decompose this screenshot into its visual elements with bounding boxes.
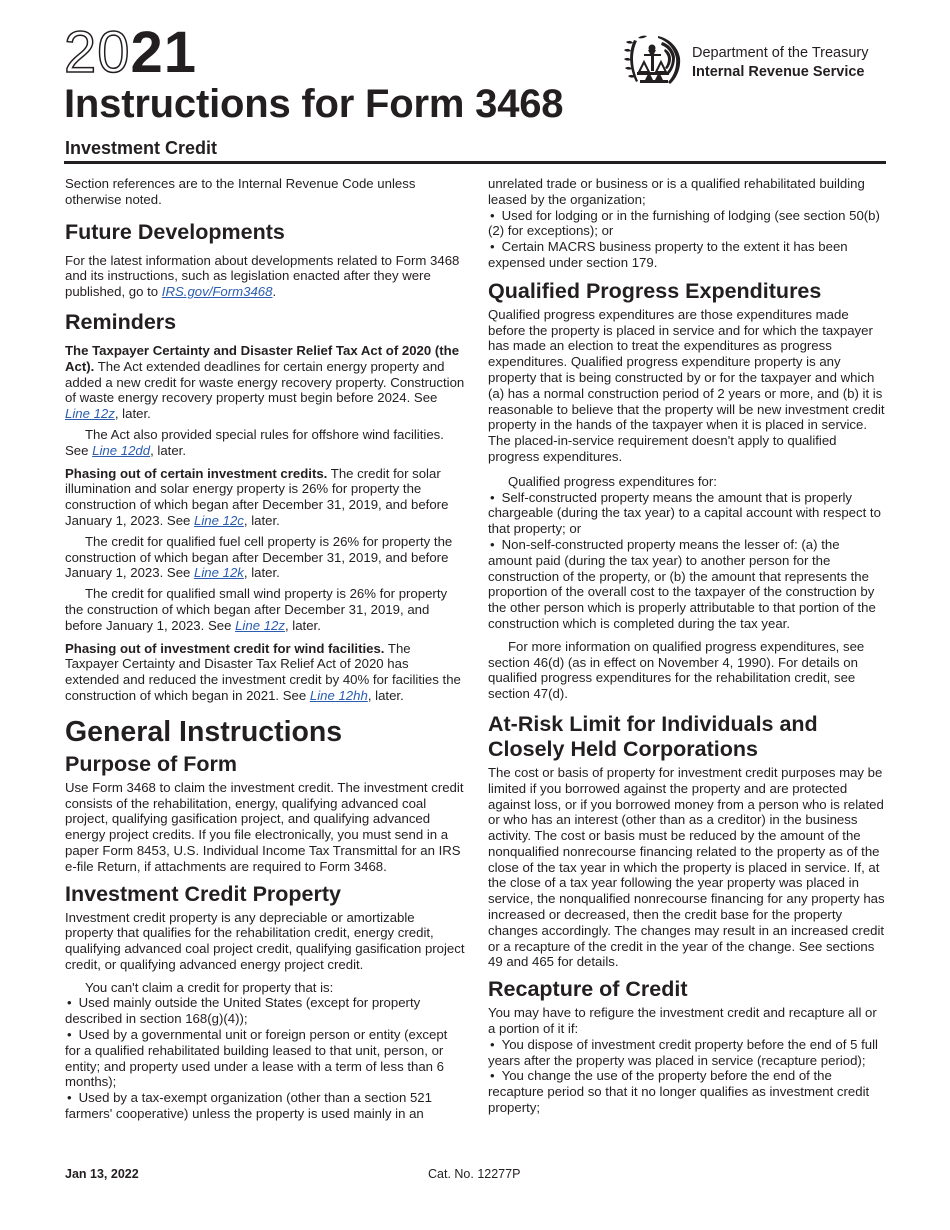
heading-qualified-progress-expenditures: Qualified Progress Expenditures bbox=[488, 278, 822, 303]
service-name: Internal Revenue Service bbox=[692, 63, 865, 80]
list-item: • Self-constructed property means the amount that is properly chargeable (during the tax year) to a capital account with respect to that property; or bbox=[488, 490, 886, 537]
right-column bbox=[488, 176, 886, 1116]
page-subtitle: Investment Credit bbox=[65, 138, 218, 158]
footer-date: Jan 13, 2022 bbox=[65, 1167, 139, 1181]
footer-catalog-number: Cat. No. 12277P bbox=[428, 1167, 521, 1181]
heading-purpose-of-form: Purpose of Form bbox=[65, 751, 238, 776]
reminder-phasing-certain: Phasing out of certain investment credits. The credit for solar illumination and solar energy property is 26% for property the construction of which began after December 31, 2019, and before January 1, 2023. See Line 12c, later. bbox=[65, 465, 449, 528]
future-developments-text: For the latest information about developments related to Form 3468 and its instructions, such as legislation enacted after they were published, go to IRS.gov/Form3468. bbox=[65, 252, 460, 300]
link-line-12k[interactable]: Line 12k bbox=[194, 565, 244, 581]
left-column bbox=[65, 176, 465, 1122]
reminder-taxpayer-certainty: The Taxpayer Certainty and Disaster Relief Tax Act of 2020 (the Act). The Act extended deadlines for certain energy property and added a new credit for waste energy recovery property. Construction of waste energy recovery property must begin before 2024. See Line 12z, later. bbox=[65, 342, 465, 422]
at-risk-text: The cost or basis of property for investment credit purposes may be limited if you borrowed against the property and are protected against loss, or if you borrowed money from a person who is related or who has an interest (other than as a creditor) in the business activity. The cost or basis must be reduced by the amount of the nonqualified nonrecourse financing related to the property as of the close of the tax year in which the property is placed in service. If, at the close of a tax year following the year property was placed in service, the nonqualified nonrecourse financing for any property has increased or decreased, then the credit base for the property changes accordingly. The changes may result in an increased credit or a recapture of the credit in the year of the change. See sections 49 and 465 for details. bbox=[488, 764, 885, 970]
department-name: Department of the Treasury bbox=[692, 44, 869, 61]
heading-investment-credit-property: Investment Credit Property bbox=[65, 881, 341, 906]
link-line-12dd[interactable]: Line 12dd bbox=[92, 442, 151, 458]
list-item: • Used for lodging or in the furnishing of lodging (see section 50(b)(2) for exceptions); or bbox=[488, 208, 886, 240]
qpe-text: Qualified progress expenditures are those expenditures made before the property is placed in service and for which the taxpayer has made an election to treat the expenditures as progress expenditures. Qualified progress expenditure property is any property that is being constructed by or for the taxpayer and which (a) has a normal construction period of 2 years or more, and (b) it is reasonable to believe that the property will be new investment credit property in the hands of the taxpayer when it is placed in service. The placed-in-service requirement doesn't apply to qualified progress expenditures. bbox=[488, 306, 885, 464]
page-title: Instructions for Form 3468 bbox=[64, 82, 564, 126]
agency-block bbox=[622, 32, 869, 93]
list-item: • Non-self-constructed property means the lesser of: (a) the amount paid (during the tax year) to another person for the construction of the property, or (b) the amount that represents the proportion of the overall cost to the taxpayer of the construction by the other person which is properly attributable to that portion of the construction which is completed during the tax year. bbox=[488, 537, 886, 632]
reminder-wind-facilities: Phasing out of investment credit for wind facilities. The Taxpayer Certainty and Disaster Tax Relief Act of 2020 has extended and reduced the investment credit by 40% for facilities the construction of which began in 2021. See Line 12hh, later. bbox=[65, 640, 461, 703]
reminder-offshore-wind: The Act also provided special rules for offshore wind facilities. See Line 12dd, later. bbox=[65, 426, 444, 458]
reminder-small-wind: The credit for qualified small wind property is 26% for property the construction of which began after December 31, 2019, and before January 1, 2023. See Line 12z, later. bbox=[65, 586, 448, 633]
list-item: • Certain MACRS business property to the extent it has been expensed under section 179. bbox=[488, 239, 886, 271]
heading-at-risk-limit: At-Risk Limit for Individuals and Closely Held Corporations bbox=[488, 711, 818, 761]
heading-general-instructions: General Instructions bbox=[65, 715, 343, 748]
qpe-more-info: For more information on qualified progress expenditures, see section 46(d) (as in effect on November 4, 1990). For details on qualified progress expenditures for the rehabilitation credit, see section 47(d). bbox=[488, 638, 865, 702]
heading-recapture-of-credit: Recapture of Credit bbox=[488, 977, 688, 1002]
icp-text: Investment credit property is any depreciable or amortizable property that qualifies for the rehabilitation credit, energy credit, qualifying advanced coal project credit, qualifying gasification project credit, or qualifying advanced energy project credit. bbox=[65, 909, 465, 972]
reminder-fuel-cell: The credit for qualified fuel cell property is 26% for property the construction of which began after December 31, 2019, and before January 1, 2023. See Line 12k, later. bbox=[65, 533, 453, 581]
link-line-12c[interactable]: Line 12c bbox=[194, 512, 244, 528]
header-divider bbox=[64, 161, 886, 164]
year-outline: 20 bbox=[64, 20, 131, 85]
intro-text: Section references are to the Internal Revenue Code unless otherwise noted. bbox=[65, 176, 416, 207]
list-item: • Used mainly outside the United States (except for property described in section 168(g)(4)); bbox=[65, 995, 465, 1027]
year-solid: 21 bbox=[130, 20, 198, 85]
link-line-12hh[interactable]: Line 12hh bbox=[309, 687, 368, 703]
purpose-text: Use Form 3468 to claim the investment credit. The investment credit consists of the rehabilitation, energy, qualifying advanced coal project, qualifying gasification project, and qualifying advanced energy project credits. If you file electronically, you must send in a paper Form 8453, U.S. Individual Income Tax Transmittal for an IRS e-file Return, if attachments are required to Form 3468. bbox=[65, 779, 464, 874]
link-irs-form3468[interactable]: IRS.gov/Form3468 bbox=[161, 284, 273, 300]
year-banner bbox=[64, 22, 197, 84]
qpe-for-label: Qualified progress expenditures for: bbox=[508, 473, 717, 489]
list-item: • Used by a tax-exempt organization (other than a section 521 farmers' cooperative) unless the property is used mainly in an bbox=[65, 1090, 465, 1122]
cant-claim-intro: You can't claim a credit for property that is: bbox=[85, 979, 334, 995]
list-item: • You change the use of the property before the end of the recapture period so that it no longer qualifies as investment credit property; bbox=[488, 1068, 886, 1115]
irs-eagle-logo-icon bbox=[622, 32, 686, 93]
continued-text: unrelated trade or business or is a qualified rehabilitated building leased by the organization; bbox=[488, 176, 865, 207]
heading-future-developments: Future Developments bbox=[65, 219, 285, 244]
link-line-12z[interactable]: Line 12z bbox=[65, 406, 115, 422]
link-line-12z-2[interactable]: Line 12z bbox=[235, 617, 285, 633]
heading-reminders: Reminders bbox=[65, 309, 177, 334]
list-item: • Used by a governmental unit or foreign person or entity (except for a qualified rehabilitated building leased to that unit, person, or entity; and property used under a lease with a term of less than 6 months); bbox=[65, 1027, 465, 1090]
list-item: • You dispose of investment credit property before the end of 5 full years after the property was placed in service (recapture period); bbox=[488, 1037, 886, 1069]
recapture-text: You may have to refigure the investment credit and recapture all or a portion of it if: bbox=[488, 1005, 877, 1037]
